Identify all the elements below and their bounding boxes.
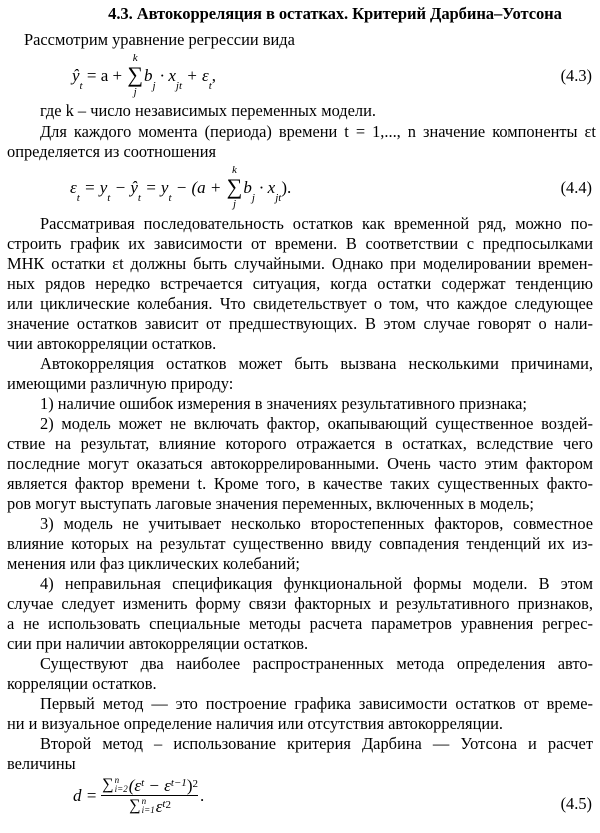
eq-symbol: + ε [182,65,209,85]
equation-number-4-3: (4.3) [560,66,592,85]
paragraph-line: Рассматривая последовательность остатков как временной ряд, можно по- [40,214,593,233]
paragraph-line: или циклические колебания. Что свидетельствует о том, что каждое следующее [7,294,593,313]
eq-subscript: t [76,192,80,204]
eq-punct: , [211,65,216,85]
eq-subscript: j [251,192,255,204]
equation-4-5 [73,776,204,815]
eq-symbol: b [144,65,153,85]
paragraph-line: Для каждого момента (периода) времени t = 1,..., n значение компоненты εt [40,122,596,141]
paragraph-intro: Рассмотрим уравнение регрессии вида [24,30,295,49]
sum-lower-limit: j [232,198,237,210]
fraction-bar [101,795,198,796]
sum-upper-limit: n [114,775,120,785]
eq-symbol: · x [155,65,176,85]
eq-subscript: t [168,192,172,204]
eq-numerator [101,776,198,794]
eq-subscript: t [141,777,145,789]
sum-lower-limit: i=1 [141,805,155,815]
eq-symbol: − (a + [171,177,226,197]
sum-upper-limit: k [132,52,138,64]
paragraph-line: Второй метод – использование критерия Дарбина — Уотсона и расчет [40,734,593,753]
eq-lhs: d = [73,786,98,805]
list-item-4: 4) неправильная спецификация функциональной формы модели. В этом [40,574,593,593]
eq-subscript: t [107,192,111,204]
eq-subscript: t [79,80,83,92]
sum-symbol [127,52,143,98]
paragraph-line: МНК остатки εt должны быть случайными. Однако при моделировании времен- [7,254,593,273]
paragraph-line: сии при наличии автокорреляции остатков. [7,634,309,653]
sum-upper-limit: k [232,164,237,176]
eq-subscript: t [137,192,141,204]
eq-exponent: 2 [165,799,171,811]
eq-symbol: = y [140,177,169,197]
sum-sign: ∑ [102,776,114,793]
eq-subscript: t−1 [170,777,187,789]
sum-symbol [227,164,243,210]
sum-sign: ∑ [226,174,243,199]
eq-symbol: ε [155,796,163,816]
paragraph-line: является фактор времени t. Кроме того, в качестве таких существенных факто- [7,474,593,493]
paragraph-line: Автокорреляция остатков может быть вызвана несколькими причинами, [40,354,593,373]
eq-operator: = a + [82,65,127,85]
eq-punct: . [199,786,205,805]
sum-symbol [102,776,127,794]
eq-symbol: (ε [128,775,142,795]
paragraph-line: значение остатков зависит от предшествующих. В этом случае говорят о нали- [7,314,593,333]
eq-subscript: j [152,80,156,92]
list-item-3: 3) модель не учитывает несколько второстепенных факторов, совместное [40,514,593,533]
eq-symbol: − ŷ [110,177,138,197]
equation-4-3 [72,52,216,98]
paragraph-line: а не использовать специальные методы расчета параметров уравнения регрес- [7,614,593,633]
eq-symbol: · x [254,177,276,197]
paragraph-k-definition: где k – число независимых переменных модели. [40,101,376,120]
eq-paren: ) [186,775,193,795]
paragraph-line: строить график их зависимости от времени. В соответствии с предпосылками [7,234,593,253]
eq-symbol: ε [70,177,77,197]
eq-fraction [101,776,198,815]
list-item-1: 1) наличие ошибок измерения в значениях результативного признака; [40,394,527,413]
paragraph-line: ствие на результат, влияние которого отражается в остатках, вследствие чего [7,434,593,453]
eq-subscript: t [208,80,212,92]
paragraph-line: величины [7,754,76,773]
paragraph-line: случае следует изменить форму связи факторных и результативного признаков, [7,594,593,613]
sum-lower-limit: i=2 [114,784,128,794]
paragraph-line: ров могут выступать лаговые значения переменных, включенных в модель; [7,494,534,513]
list-item-2: 2) модель может не включать фактор, окапывающий существенное воздей- [40,414,593,433]
eq-subscript: jt [275,192,282,204]
paragraph-line: определяется из соотношения [7,142,217,161]
paragraph-line: менения или фаз циклических колебаний; [7,554,300,573]
paragraph-line: чии автокорреляции остатков. [7,334,217,353]
sum-sign: ∑ [129,797,141,814]
section-title: 4.3. Автокорреляция в остатках. Критерий Дарбина–Уотсона [108,4,562,23]
paragraph-line: Существуют два наиболее распространенных метода определения авто- [40,654,593,673]
paragraph-line: последние могут оказаться автокоррелированными. Очень часто этим фактором [7,454,593,473]
eq-symbol: − ε [144,775,171,795]
paragraph-line: ных рядов нередко встречается ситуация, когда остатки содержат тенденцию [7,274,593,293]
equation-4-4 [70,164,291,210]
eq-punct: ). [281,177,292,197]
eq-symbol: ŷ [72,65,80,85]
sum-upper-limit: n [141,796,147,806]
equation-number-4-4: (4.4) [560,178,592,197]
eq-symbol: = y [79,177,108,197]
paragraph-line: Первый метод — это построение графика зависимости остатков от време- [40,694,593,713]
eq-exponent: 2 [192,778,198,790]
equation-number-4-5: (4.5) [560,794,592,813]
eq-subscript: jt [175,80,183,92]
paragraph-line: ни и визуальное определение наличия или отсутствия автокорреляции. [7,714,503,733]
eq-symbol: b [243,177,252,197]
eq-subscript: t [162,798,166,810]
paragraph-line: имеющими различную природу: [7,374,234,393]
paragraph-line: корреляции остатков. [7,674,157,693]
paragraph-line: влияние которых на результат существенно ввиду совпадения тенденций их из- [7,534,593,553]
sum-sign: ∑ [127,62,144,87]
sum-lower-limit: j [133,86,137,98]
sum-symbol [129,797,154,815]
eq-denominator [128,797,171,815]
